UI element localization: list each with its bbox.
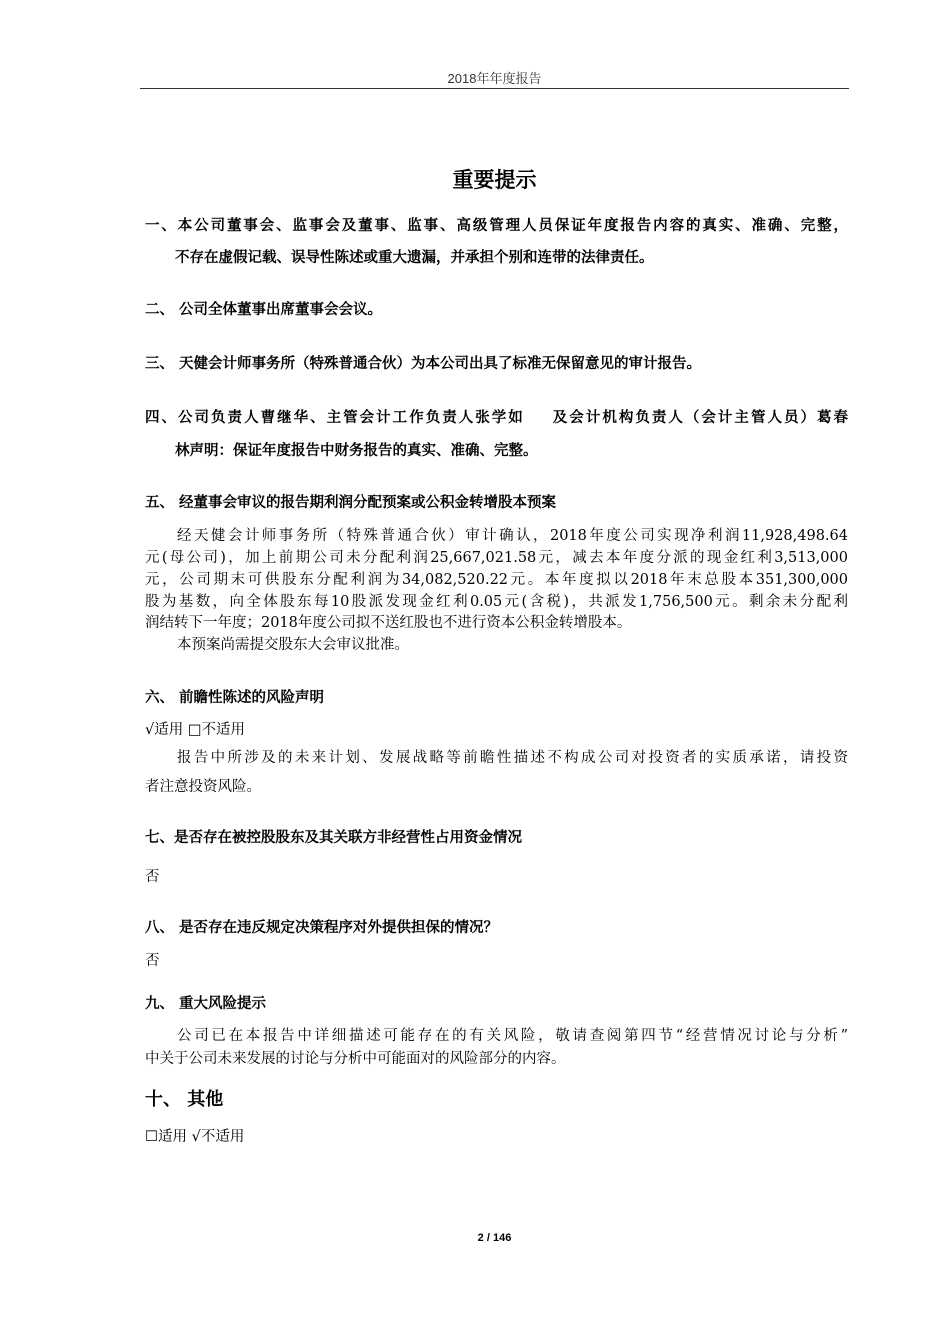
section-9-para-line-1: 公司已在本报告中详细描述可能存在的有关风险，敬请查阅第四节“经营情况讨论与分析” bbox=[177, 1028, 848, 1044]
section-6-option: √适用 □不适用 bbox=[145, 722, 246, 738]
section-7-answer: 否 bbox=[145, 869, 160, 885]
page-header: 2018年年度报告 bbox=[447, 71, 542, 86]
section-4-line-1a: 四、公司负责人曹继华、主管会计工作负责人张学如 bbox=[145, 410, 525, 426]
section-5-para-line-4: 股为基数，向全体股东每10股派发现金红利0.05元(含税)，共派发1,756,500元。剩余未分配利 bbox=[145, 594, 848, 610]
section-4-line-1 bbox=[145, 408, 848, 428]
section-5-para-line-2: 元(母公司)，加上前期公司未分配利润25,667,021.58元，减去本年度分派的现金红利3,513,000 bbox=[145, 550, 848, 566]
section-7-heading: 七、是否存在被控股股东及其关联方非经营性占用资金情况 bbox=[145, 830, 522, 846]
section-6-heading: 六、 前瞻性陈述的风险声明 bbox=[145, 690, 325, 706]
page-number: 2 / 146 bbox=[477, 1232, 512, 1244]
section-10-option: ☐适用 √不适用 bbox=[145, 1129, 245, 1145]
section-8-answer: 否 bbox=[145, 953, 160, 969]
section-5-para-line-6: 本预案尚需提交股东大会审议批准。 bbox=[177, 637, 409, 653]
section-9-para-line-2: 中关于公司未来发展的讨论与分析中可能面对的风险部分的内容。 bbox=[145, 1051, 566, 1067]
section-6-para-line-1: 报告中所涉及的未来计划、发展战略等前瞻性描述不构成公司对投资者的实质承诺，请投资 bbox=[177, 750, 848, 766]
section-5-para-line-1: 经天健会计师事务所（特殊普通合伙）审计确认，2018年度公司实现净利润11,928,498.64 bbox=[177, 528, 848, 544]
section-9-heading: 九、 重大风险提示 bbox=[145, 996, 267, 1012]
header-rule bbox=[140, 88, 849, 89]
section-4-line-2: 林声明：保证年度报告中财务报告的真实、准确、完整。 bbox=[175, 443, 538, 459]
section-3-line-1: 三、 天健会计师事务所（特殊普通合伙）为本公司出具了标准无保留意见的审计报告。 bbox=[145, 356, 702, 372]
section-5-para-line-3: 元，公司期末可供股东分配利润为34,082,520.22元。本年度拟以2018年末总股本351,300,000 bbox=[145, 572, 848, 588]
section-1-line-2: 不存在虚假记载、误导性陈述或重大遗漏，并承担个别和连带的法律责任。 bbox=[175, 250, 654, 266]
section-2-line-1: 二、 公司全体董事出席董事会会议。 bbox=[145, 302, 383, 318]
section-10-heading: 十、 其他 bbox=[145, 1089, 224, 1110]
section-8-heading: 八、 是否存在违反规定决策程序对外提供担保的情况？ bbox=[145, 920, 499, 936]
section-4-line-1b: 及会计机构负责人（会计主管人员）葛春 bbox=[550, 410, 848, 426]
section-5-heading: 五、 经董事会审议的报告期利润分配预案或公积金转增股本预案 bbox=[145, 495, 557, 511]
section-5-para-line-5: 润结转下一年度；2018年度公司拟不送红股也不进行资本公积金转增股本。 bbox=[145, 615, 632, 631]
section-1-line-1: 一、本公司董事会、监事会及董事、监事、高级管理人员保证年度报告内容的真实、准确、完整， bbox=[145, 218, 848, 234]
section-6-para-line-2: 者注意投资风险。 bbox=[145, 779, 261, 795]
page-title: 重要提示 bbox=[452, 168, 537, 192]
